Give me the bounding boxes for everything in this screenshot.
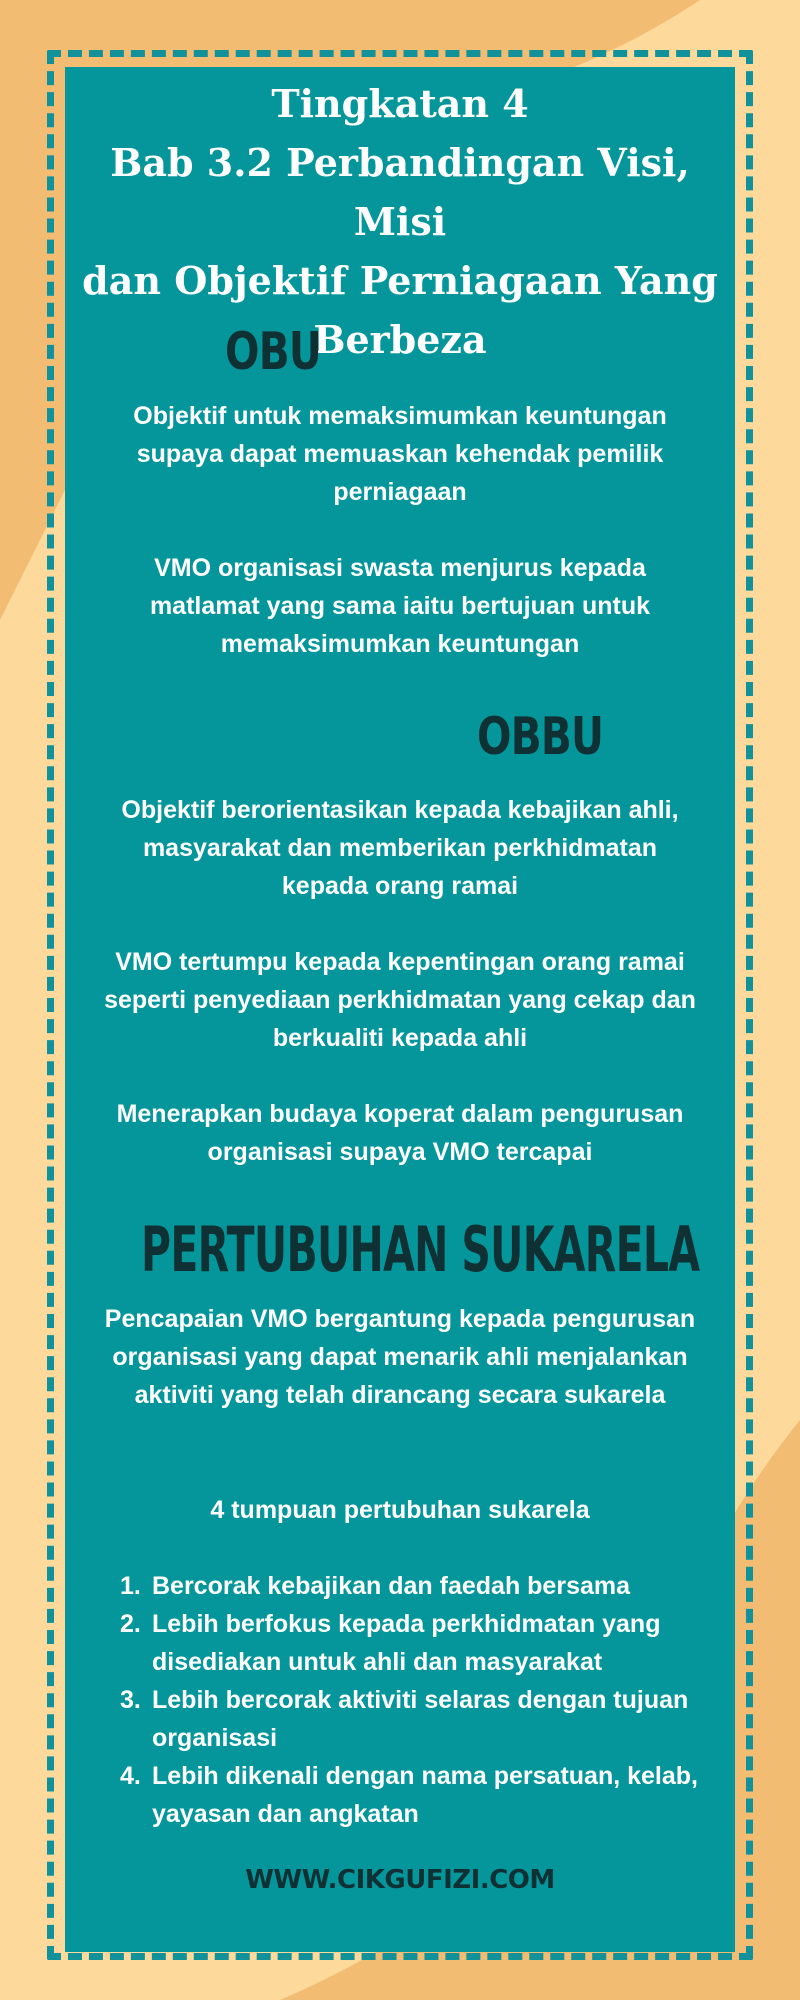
list-item-text: Lebih dikenali dengan nama persatuan, kelab, yayasan dan angkatan — [152, 1762, 698, 1828]
heading-pertubuhan-sukarela: PERTUBUHAN SUKARELA — [141, 1213, 700, 1286]
list-item-number: 4. — [120, 1762, 141, 1790]
obbu-objective-text: Objektif berorientasikan kepada kebajikan ahli, masyarakat dan memberikan perkhidmatan kepada orang ramai — [121, 796, 679, 900]
sukarela-focus-intro: 4 tumpuan pertubuhan sukarela — [210, 1496, 590, 1524]
sukarela-vmo-text: Pencapaian VMO bergantung kepada pengurusan organisasi yang dapat menarik ahli menjalankan aktiviti yang telah dirancang secara sukarela — [104, 1305, 696, 1409]
list-item — [120, 1681, 710, 1757]
obu-objective-text: Objektif untuk memaksimumkan keuntungan supaya dapat memuaskan kehendak pemilik perniagaan — [133, 402, 667, 506]
list-item — [120, 1605, 710, 1681]
list-item — [120, 1757, 710, 1833]
sukarela-focus-list — [120, 1567, 710, 1833]
obu-vmo-text: VMO organisasi swasta menjurus kepada matlamat yang sama iaitu bertujuan untuk memaksimumkan keuntungan — [149, 554, 651, 658]
heading-obbu: OBBU — [477, 707, 604, 767]
page-title — [65, 74, 735, 369]
title-line-chapter-end: Berbeza — [313, 317, 487, 362]
list-item-number: 3. — [120, 1686, 141, 1714]
list-item-text: Bercorak kebajikan dan faedah bersama — [152, 1572, 631, 1600]
title-line-chapter: Bab 3.2 Perbandingan Visi, Misi — [110, 140, 690, 244]
title-line-grade: Tingkatan 4 — [271, 81, 529, 126]
list-item-number: 1. — [120, 1572, 141, 1600]
list-item-number: 2. — [120, 1610, 141, 1638]
list-item — [120, 1567, 710, 1605]
obbu-vmo-text: VMO tertumpu kepada kepentingan orang ramai seperti penyediaan perkhidmatan yang cekap dan berkualiti kepada ahli — [104, 948, 696, 1052]
heading-obu: OBU — [225, 322, 322, 382]
obbu-culture-text: Menerapkan budaya koperat dalam pengurusan organisasi supaya VMO tercapai — [116, 1100, 684, 1166]
list-item-text: Lebih berfokus kepada perkhidmatan yang disediakan untuk ahli dan masyarakat — [152, 1610, 661, 1676]
title-line-chapter-cont: dan Objektif Perniagaan Yang — [82, 258, 718, 303]
website-link[interactable]: WWW.CIKGUFIZI.COM — [245, 1865, 555, 1895]
list-item-text: Lebih bercorak aktiviti selaras dengan tujuan organisasi — [152, 1686, 689, 1752]
